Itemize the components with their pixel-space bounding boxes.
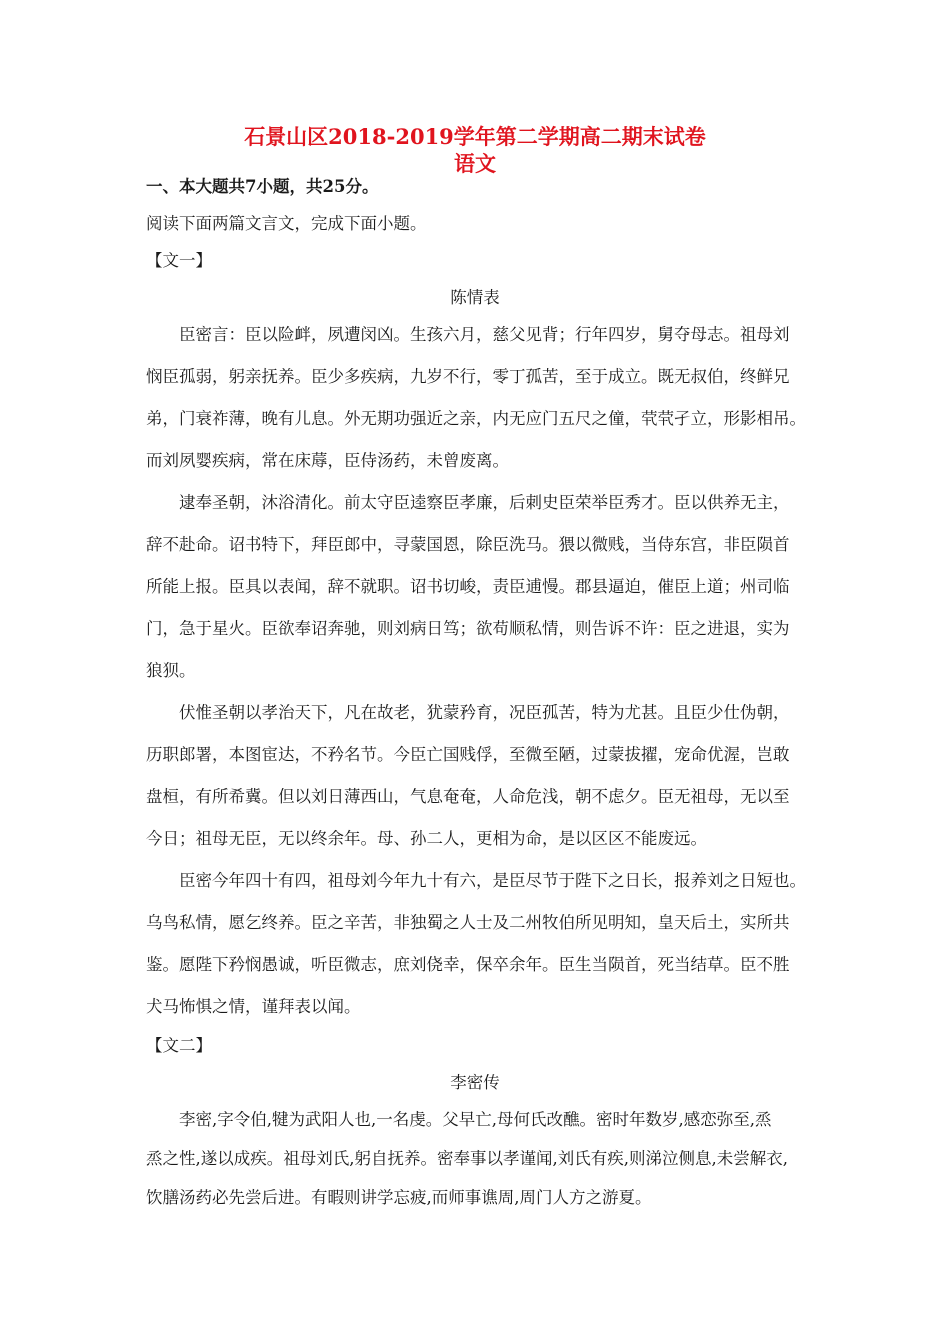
text1-line: 逮奉圣朝，沐浴清化。前太守臣逵察臣孝廉，后刺史臣荣举臣秀才。臣以供养无主，	[146, 493, 790, 512]
text1-line: 所能上报。臣具以表闻，辞不就职。诏书切峻，责臣逋慢。郡县逼迫，催臣上道；州司临	[146, 577, 790, 596]
section-heading: 一、本大题共7小题，共25分。	[146, 177, 379, 196]
text1-line: 辞不赴命。诏书特下，拜臣郎中，寻蒙国恩，除臣洗马。猥以微贱，当侍东宫，非臣陨首	[146, 535, 790, 554]
text1-line: 门，急于星火。臣欲奉诏奔驰，则刘病日笃；欲苟顺私情，则告诉不许：臣之进退，实为	[146, 619, 790, 638]
text1-line: 狼狈。	[146, 661, 196, 680]
text1-line: 鉴。愿陛下矜悯愚诚，听臣微志，庶刘侥幸，保卒余年。臣生当陨首，死当结草。臣不胜	[146, 955, 790, 974]
text2-line: 烝之性,遂以成疾。祖母刘氏,躬自抚养。密奉事以孝谨闻,刘氏有疾,则涕泣侧息,未尝解衣,	[146, 1149, 788, 1168]
text1-label: 【文一】	[146, 251, 212, 270]
document-title: 石景山区2018-2019学年第二学期高二期末试卷	[244, 124, 706, 149]
text1-line: 犬马怖惧之情，谨拜表以闻。	[146, 997, 361, 1016]
text1-line: 弟，门衰祚薄，晚有儿息。外无期功强近之亲，内无应门五尺之僮，茕茕孑立，形影相吊。	[146, 409, 806, 428]
text1-title: 陈情表	[450, 288, 500, 307]
text1-line: 历职郎署，本图宦达，不矜名节。今臣亡国贱俘，至微至陋，过蒙拔擢，宠命优渥，岂敢	[146, 745, 790, 764]
instruction-text: 阅读下面两篇文言文，完成下面小题。	[146, 214, 427, 233]
text1-line: 今日；祖母无臣，无以终余年。母、孙二人，更相为命，是以区区不能废远。	[146, 829, 707, 848]
text1-line: 乌鸟私情，愿乞终养。臣之辛苦，非独蜀之人士及二州牧伯所见明知，皇天后土，实所共	[146, 913, 790, 932]
text2-line: 饮膳汤药必先尝后进。有暇则讲学忘疲,而师事谯周,周门人方之游夏。	[146, 1188, 652, 1207]
text1-line: 臣密今年四十有四，祖母刘今年九十有六，是臣尽节于陛下之日长，报养刘之日短也。	[146, 871, 806, 890]
text1-line: 伏惟圣朝以孝治天下，凡在故老，犹蒙矜育，况臣孤苦，特为尤甚。且臣少仕伪朝，	[146, 703, 790, 722]
text2-label: 【文二】	[146, 1036, 212, 1055]
document-subtitle: 语文	[454, 151, 496, 176]
text1-line: 而刘夙婴疾病，常在床蓐，臣侍汤药，未曾废离。	[146, 451, 509, 470]
text2-line: 李密,字令伯,犍为武阳人也,一名虔。父早亡,母何氏改醮。密时年数岁,感恋弥至,烝	[146, 1110, 772, 1129]
text2-title: 李密传	[450, 1073, 500, 1092]
text1-line: 盘桓，有所希冀。但以刘日薄西山，气息奄奄，人命危浅，朝不虑夕。臣无祖母，无以至	[146, 787, 790, 806]
text1-line: 臣密言：臣以险衅，夙遭闵凶。生孩六月，慈父见背；行年四岁，舅夺母志。祖母刘	[146, 325, 790, 344]
text1-line: 悯臣孤弱，躬亲抚养。臣少多疾病，九岁不行，零丁孤苦，至于成立。既无叔伯，终鲜兄	[146, 367, 790, 386]
